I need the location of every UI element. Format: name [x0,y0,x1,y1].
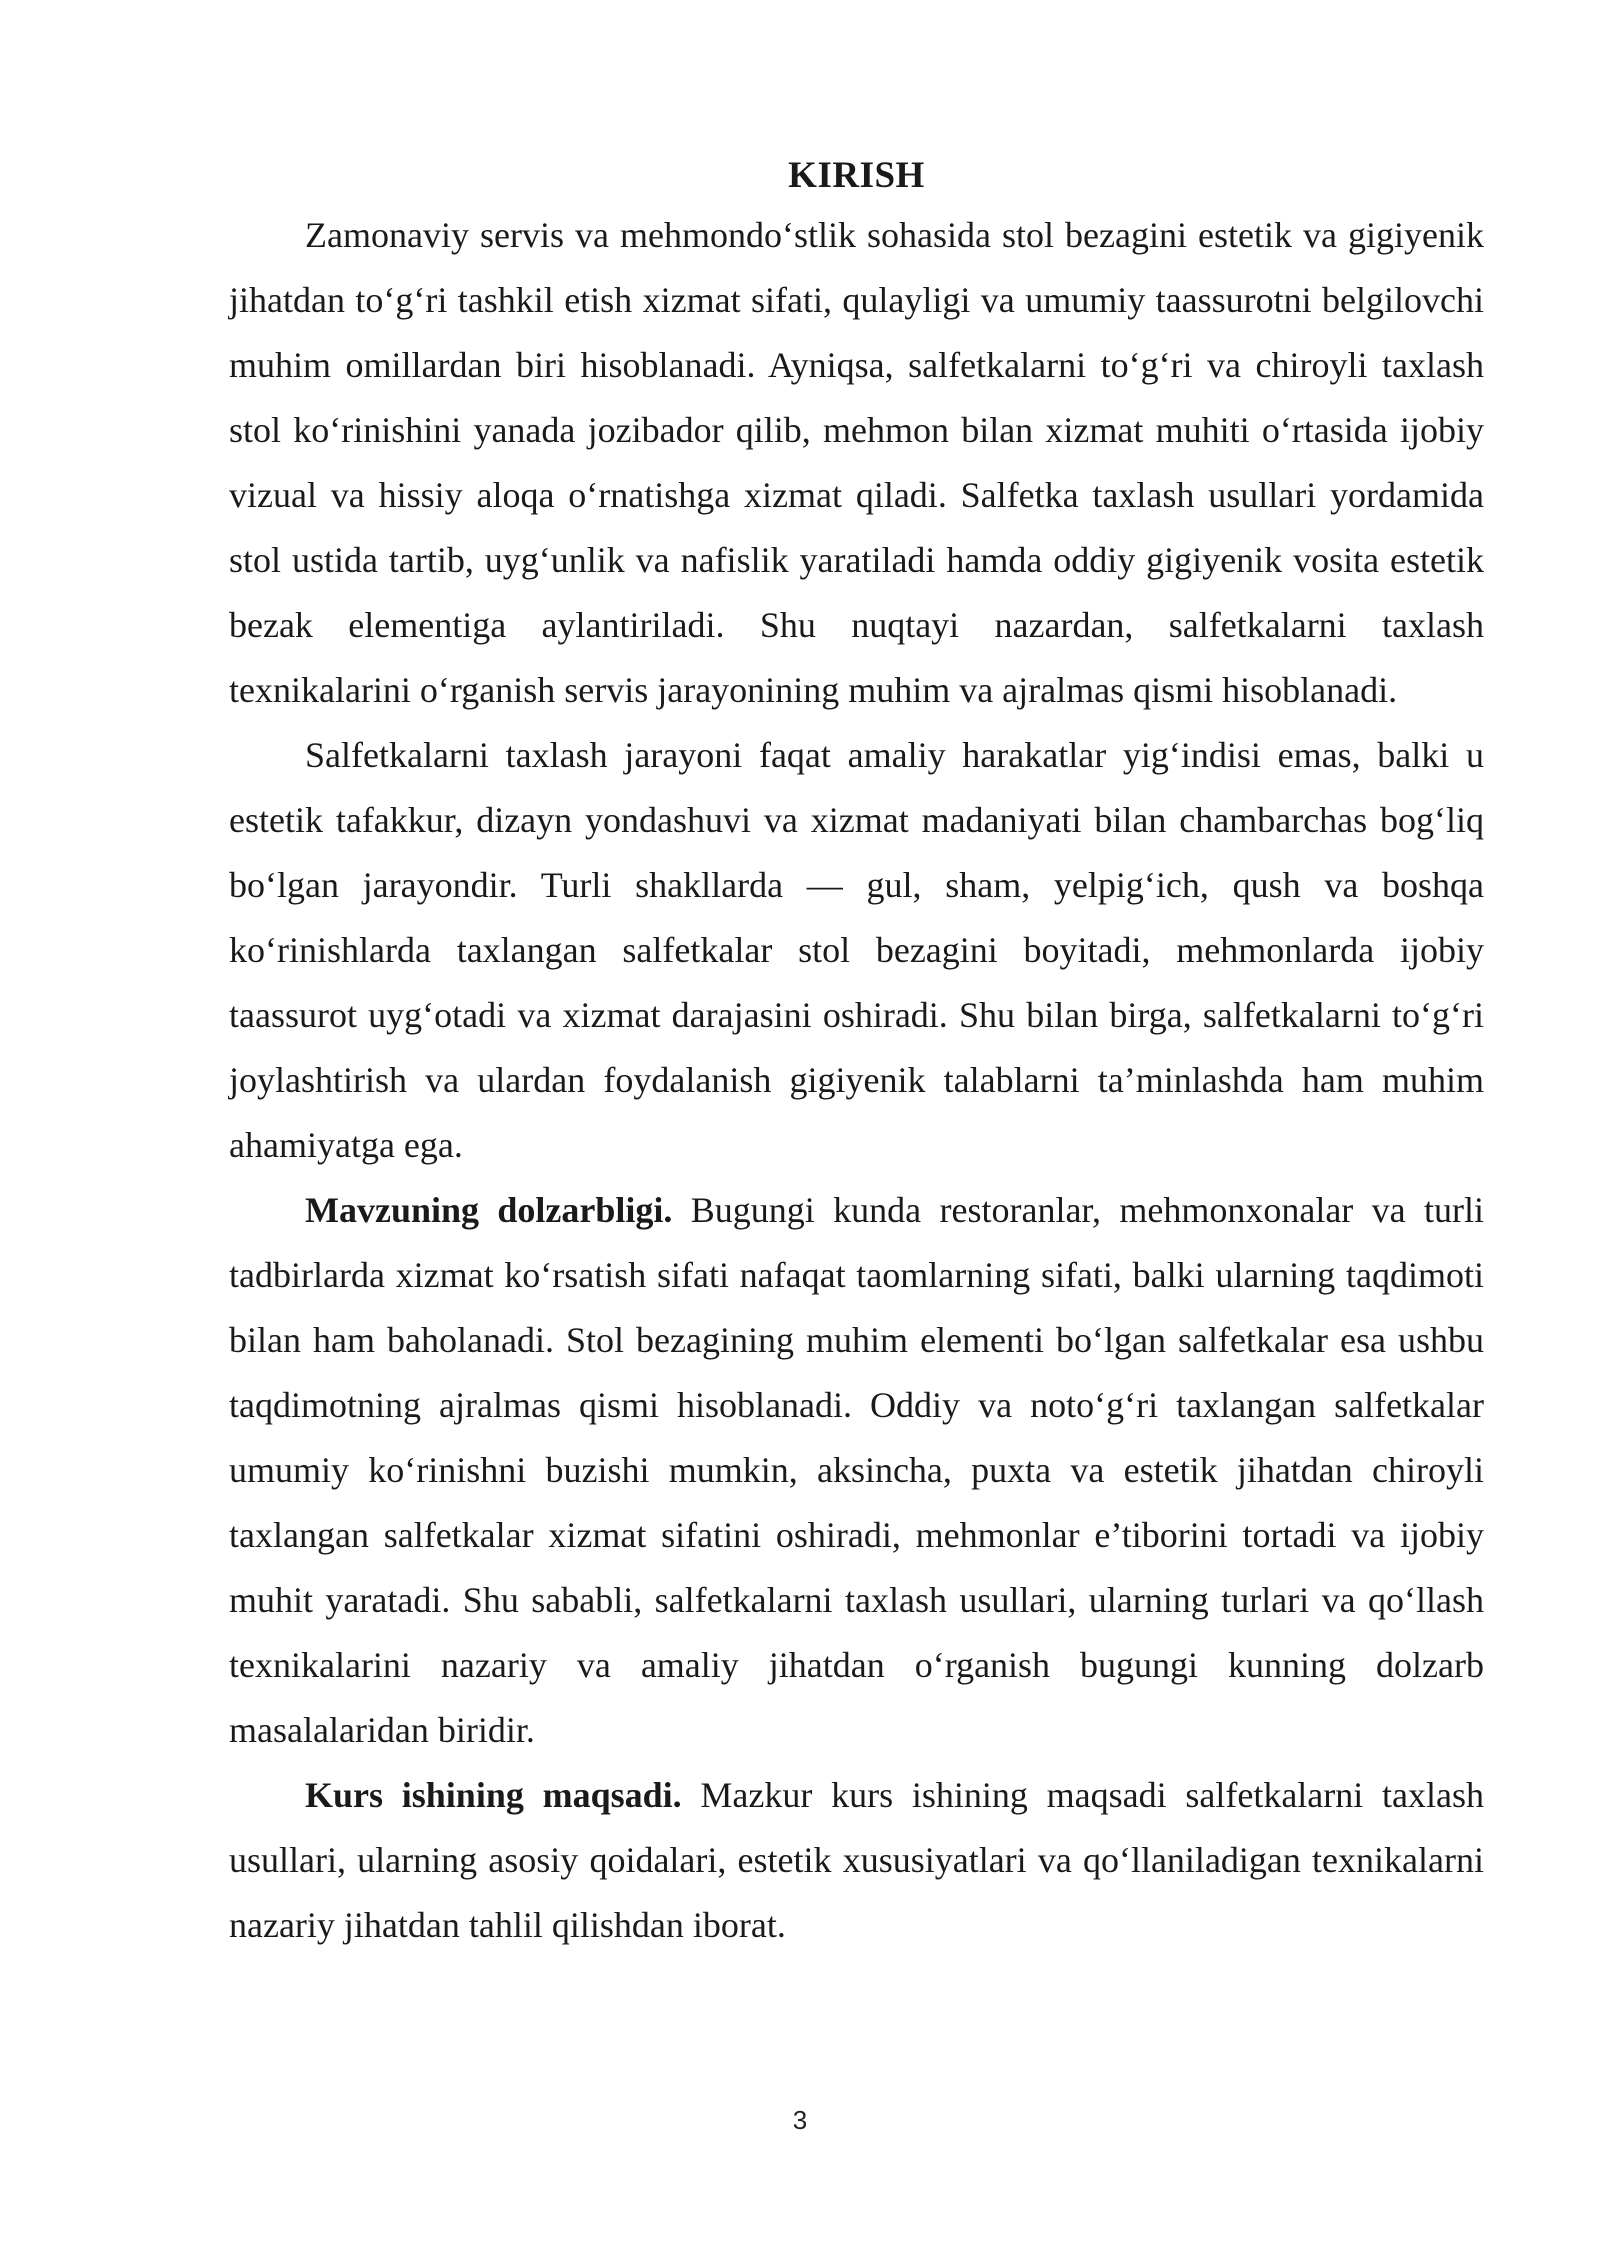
page-number: 3 [792,2105,808,2135]
document-page [229,148,1484,1958]
paragraph-text: Salfetkalarni taxlash jarayoni faqat amaliy harakatlar yig‘indisi emas, balki u estetik tafakkur, dizayn yondashuvi va xizmat madaniyati bilan chambarchas bog‘liq bo‘lgan jarayondir. Turli shakllarda — gul, sham, yelpig‘ich, qush va boshqa ko‘rinishlarda taxlangan salfetkalar stol bezagini boyitadi, mehmonlarda ijobiy taassurot uyg‘otadi va xizmat darajasini oshiradi. Shu bilan birga, salfetkalarni to‘g‘ri joylashtirish va ulardan foydalanish gigiyenik talablarni ta’minlashda ham muhim ahamiyatga ega. [229,735,1484,1165]
paragraph-relevance [229,1178,1484,1763]
paragraph-lead-relevance: Mavzuning dolzarbligi. [305,1190,673,1230]
paragraph-intro-2 [229,723,1484,1178]
section-title: KIRISH [788,155,925,196]
paragraph-text: Bugungi kunda restoranlar, mehmonxonalar va turli tadbirlarda xizmat ko‘rsatish sifati nafaqat taomlarning sifati, balki ularning taqdimoti bilan ham baholanadi. Stol bezagining muhim elementi bo‘lgan salfetkalar esa ushbu taqdimotning ajralmas qismi hisoblanadi. Oddiy va noto‘g‘ri taxlangan salfetkalar umumiy ko‘rinishni buzishi mumkin, aksincha, puxta va estetik jihatdan chiroyli taxlangan salfetkalar xizmat sifatini oshiradi, mehmonlar e’tiborini tortadi va ijobiy muhit yaratadi. Shu sababli, salfetkalarni taxlash usullari, ularning turlari va qo‘llash texnikalarini nazariy va amaliy jihatdan o‘rganish bugungi kunning dolzarb masalalaridan biridir. [229,1190,1484,1750]
paragraph-text: Zamonaviy servis va mehmondo‘stlik sohasida stol bezagini estetik va gigiyenik jihatdan to‘g‘ri tashkil etish xizmat sifati, qulayligi va umumiy taassurotni belgilovchi muhim omillardan biri hisoblanadi. Ayniqsa, salfetkalarni to‘g‘ri va chiroyli taxlash stol ko‘rinishini yanada jozibador qilib, mehmon bilan xizmat muhiti o‘rtasida ijobiy vizual va hissiy aloqa o‘rnatishga xizmat qiladi. Salfetka taxlash usullari yordamida stol ustida tartib, uyg‘unlik va nafislik yaratiladi hamda oddiy gigiyenik vosita estetik bezak elementiga aylantiriladi. Shu nuqtayi nazardan, salfetkalarni taxlash texnikalarini o‘rganish servis jarayonining muhim va ajralmas qismi hisoblanadi. [229,215,1484,710]
paragraph-goal [229,1763,1484,1958]
paragraph-intro-1 [229,203,1484,723]
paragraph-lead-goal: Kurs ishining maqsadi. [305,1775,682,1815]
paragraph-text: Mazkur kurs ishining maqsadi salfetkalarni taxlash usullari, ularning asosiy qoidalari, estetik xususiyatlari va qo‘llaniladigan texnikalarni nazariy jihatdan tahlil qilishdan iborat. [229,1775,1484,1945]
